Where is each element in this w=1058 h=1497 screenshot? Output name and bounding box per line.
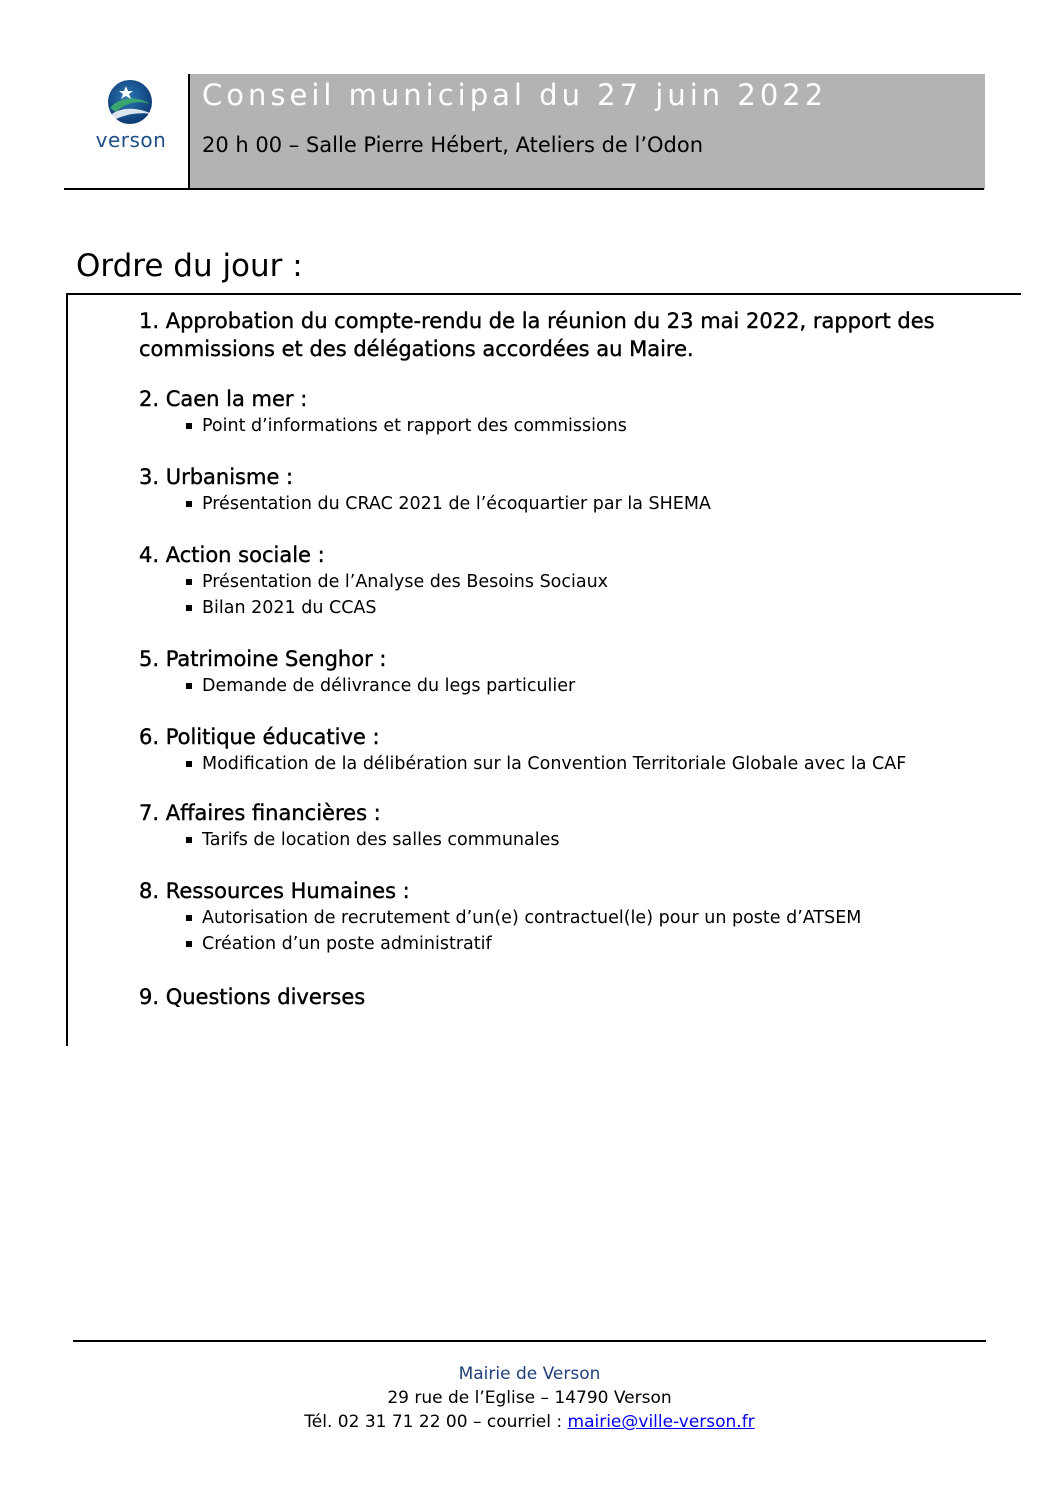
agenda-subitem-list <box>139 673 999 699</box>
agenda-frame-left-border <box>66 293 68 1046</box>
square-bullet-icon <box>186 501 192 507</box>
agenda-subitem-text: Modification de la délibération sur la Convention Territoriale Globale avec la CAF <box>202 754 907 774</box>
agenda-item-title: 4. Action sociale : <box>139 543 325 567</box>
header-banner <box>188 74 985 189</box>
agenda-list <box>139 307 999 1011</box>
square-bullet-icon <box>186 761 192 767</box>
footer-organization: Mairie de Verson <box>458 1364 601 1384</box>
agenda-item <box>139 463 999 517</box>
agenda-subitem <box>139 751 999 777</box>
agenda-item <box>139 541 999 621</box>
agenda-subitem <box>139 491 999 517</box>
agenda-item-title: 7. Affaires financières : <box>139 801 381 825</box>
logo-wordmark: verson <box>95 128 167 152</box>
footer-contact <box>73 1410 986 1434</box>
agenda-subitem <box>139 569 999 595</box>
agenda-item-title: 1. Approbation du compte-rendu de la réunion du 23 mai 2022, rapport des commissions et des délégations accordées au Maire. <box>139 309 935 361</box>
agenda-frame-top-border <box>66 293 1021 295</box>
agenda-subitem <box>139 827 999 853</box>
agenda-subitem-text: Tarifs de location des salles communales <box>202 830 560 850</box>
agenda-subitem <box>139 905 999 931</box>
square-bullet-icon <box>186 837 192 843</box>
footer <box>73 1362 986 1434</box>
agenda-heading: Ordre du jour : <box>76 248 303 284</box>
agenda-subitem-text: Point d’informations et rapport des commissions <box>202 416 627 436</box>
agenda-item-title: 3. Urbanisme : <box>139 465 294 489</box>
agenda-subitem-text: Création d’un poste administratif <box>202 934 492 954</box>
square-bullet-icon <box>186 915 192 921</box>
square-bullet-icon <box>186 579 192 585</box>
square-bullet-icon <box>186 605 192 611</box>
footer-address: 29 rue de l’Eglise – 14790 Verson <box>387 1388 672 1408</box>
square-bullet-icon <box>186 941 192 947</box>
agenda-item-title: 8. Ressources Humaines : <box>139 879 410 903</box>
agenda-subitem-list <box>139 827 999 853</box>
agenda-item-title: 9. Questions diverses <box>139 985 366 1009</box>
agenda-subitem <box>139 673 999 699</box>
agenda-subitem-text: Demande de délivrance du legs particulier <box>202 676 576 696</box>
agenda-item <box>139 307 999 363</box>
agenda-subitem-list <box>139 905 999 957</box>
square-bullet-icon <box>186 423 192 429</box>
agenda-subitem-list <box>139 413 999 439</box>
agenda-item <box>139 385 999 439</box>
agenda-item <box>139 983 999 1011</box>
agenda-item <box>139 645 999 699</box>
header-divider <box>64 188 984 190</box>
square-bullet-icon <box>186 683 192 689</box>
agenda-item-title: 6. Politique éducative : <box>139 725 380 749</box>
agenda-item <box>139 877 999 957</box>
agenda-subitem-text: Présentation de l’Analyse des Besoins Sociaux <box>202 572 609 592</box>
agenda-item-title: 2. Caen la mer : <box>139 387 308 411</box>
agenda-subitem-text: Présentation du CRAC 2021 de l’écoquartier par la SHEMA <box>202 494 711 514</box>
agenda-subitem <box>139 413 999 439</box>
agenda-subitem <box>139 931 999 957</box>
agenda-subitem-list <box>139 569 999 621</box>
meeting-time-location: 20 h 00 – Salle Pierre Hébert, Ateliers de l’Odon <box>202 133 704 157</box>
agenda-subitem-text: Autorisation de recrutement d’un(e) contractuel(le) pour un poste d’ATSEM <box>202 908 862 928</box>
meeting-title: Conseil municipal du 27 juin 2022 <box>202 78 828 112</box>
footer-email-link[interactable]: mairie@ville-verson.fr <box>567 1412 755 1432</box>
footer-phone: Tél. 02 31 71 22 00 – courriel : <box>304 1412 568 1432</box>
agenda-subitem <box>139 595 999 621</box>
agenda-item-title: 5. Patrimoine Senghor : <box>139 647 387 671</box>
footer-divider <box>73 1340 986 1342</box>
agenda-item <box>139 723 999 777</box>
agenda-subitem-text: Bilan 2021 du CCAS <box>202 598 377 618</box>
agenda-item <box>139 799 999 853</box>
agenda-subitem-list <box>139 751 999 777</box>
agenda-subitem-list <box>139 491 999 517</box>
